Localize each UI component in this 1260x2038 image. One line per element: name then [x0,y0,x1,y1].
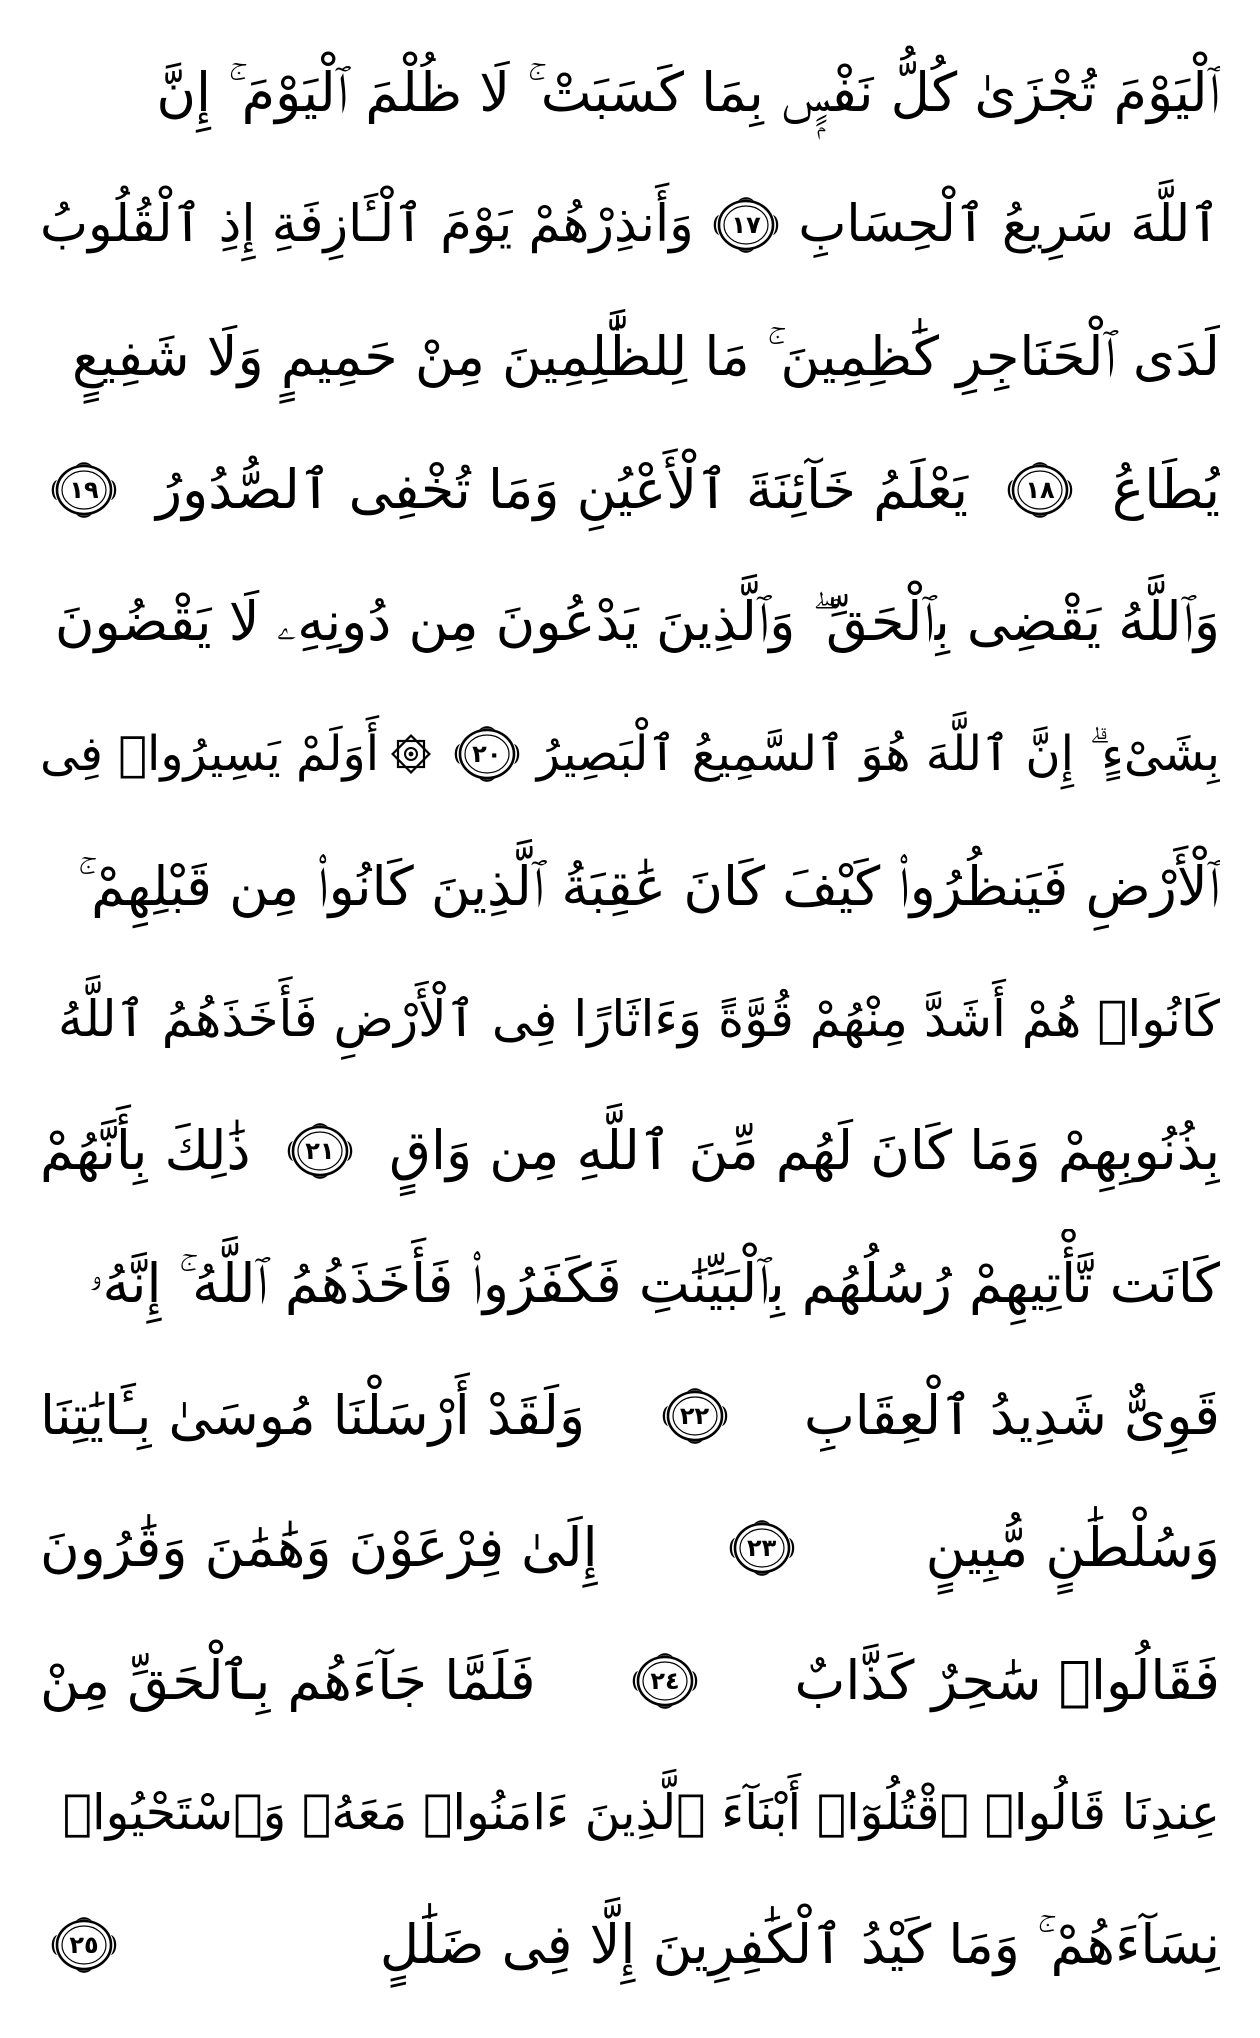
verse-line [40,1097,1220,1206]
verse-text: أَوَلَمْ يَسِيرُوا۟ فِى [40,726,380,783]
verse-text: قَوِىٌّ شَدِيدُ ٱلْعِقَابِ [803,1383,1220,1447]
ayah-end-marker [724,1516,800,1580]
ayah-number: ١٨ [1025,475,1055,504]
verse-line [40,303,1220,412]
verse-text: يُطَاعُ [1112,457,1220,521]
verse-text: ٱللَّهَ سَرِيعُ ٱلْحِسَابِ [798,195,1220,255]
verse-text: لَدَى ٱلْحَنَاجِرِ كَٰظِمِينَ ۚ مَا لِلظَّٰلِمِينَ مِنْ حَمِيمٍ وَلَا شَفِيعٍ [72,325,1220,389]
ayah-end-marker [1002,458,1078,522]
ayah-number: ٢٠ [472,740,502,769]
ayah-number: ٢٤ [650,1666,680,1695]
ayah-end-marker [282,1119,358,1183]
ayah-number: ١٧ [731,210,761,239]
verse-text: كَانَت تَّأْتِيهِمْ رُسُلُهُم بِٱلْبَيِّنَٰتِ فَكَفَرُوا۟ فَأَخَذَهُمُ ٱللَّهُ ۚ إِنَّهُۥ [88,1251,1220,1315]
verse-text: عِندِنَا قَالُوا۟ ٱقْتُلُوٓا۟ أَبْنَآءَ ٱلَّذِينَ ءَامَنُوا۟ مَعَهُۥ وَٱسْتَحْيُوا۟ [62,1784,1220,1842]
verse-text: كَانُوا۟ هُمْ أَشَدَّ مِنْهُمْ قُوَّةً وَءَاثَارًا فِى ٱلْأَرْضِ فَأَخَذَهُمُ ٱللَّهُ [57,989,1220,1048]
ayah-number: ٢٥ [69,1931,99,1960]
verse-line [40,700,1220,809]
mushaf-page [40,38,1220,2000]
verse-text: إِلَىٰ فِرْعَوْنَ وَهَٰمَٰنَ وَقَٰرُونَ [40,1516,598,1580]
verse-text: وَٱللَّهُ يَقْضِى بِٱلْحَقِّ ۖ وَٱلَّذِينَ يَدْعُونَ مِن دُونِهِۦ لَا يَقْضُونَ [54,589,1220,653]
verse-text: بِذُنُوبِهِمْ وَمَا كَانَ لَهُم مِّنَ ٱللَّهِ مِن وَاقٍ [389,1119,1220,1183]
verse-text: يَعْلَمُ خَآئِنَةَ ٱلْأَعْيُنِ وَمَا تُخْفِى ٱلصُّدُورُ [156,457,968,521]
verse-text: فَقَالُوا۟ سَٰحِرٌ كَذَّابٌ [794,1648,1220,1712]
verse-line [40,1361,1220,1470]
verse-line [40,1758,1220,1867]
verse-text: ذَٰلِكَ بِأَنَّهُمْ [40,1119,251,1183]
verse-text: بِشَىْءٍ ۗ إِنَّ ٱللَّهَ هُوَ ٱلسَّمِيعُ ٱلْبَصِيرُ [536,726,1220,783]
ayah-number: ٢٣ [746,1534,777,1563]
verse-line [40,435,1220,544]
ayah-end-marker [708,193,784,257]
verse-line [40,832,1220,941]
verse-line [40,1891,1220,2000]
verse-text: وَسُلْطَٰنٍ مُّبِينٍ [925,1516,1220,1580]
verse-line [40,1494,1220,1603]
verse-text: فَلَمَّا جَآءَهُم بِٱلْحَقِّ مِنْ [40,1648,536,1712]
verse-line [40,38,1220,147]
verse-line [40,1626,1220,1735]
ayah-end-marker [46,458,122,522]
verse-text: ٱلْأَرْضِ فَيَنظُرُوا۟ كَيْفَ كَانَ عَٰقِبَةُ ٱلَّذِينَ كَانُوا۟ مِن قَبْلِهِمْ ۚ [77,854,1220,918]
ayah-end-marker [657,1384,733,1448]
verse-line [40,170,1220,279]
verse-text: وَلَقَدْ أَرْسَلْنَا مُوسَىٰ بِـَٔايَٰتِنَا [40,1383,586,1447]
verse-text: نِسَآءَهُمْ ۚ وَمَا كَيْدُ ٱلْكَٰفِرِينَ إِلَّا فِى ضَلَٰلٍ [379,1913,1220,1977]
verse-line [40,964,1220,1073]
verse-text: ٱلْيَوْمَ تُجْزَىٰ كُلُّ نَفْسٍۭ بِمَا كَسَبَتْ ۚ لَا ظُلْمَ ٱلْيَوْمَ ۚ إِنَّ [156,60,1220,124]
ayah-number: ٢١ [305,1137,335,1166]
ayah-number: ٢٢ [679,1401,710,1430]
ayah-number: ١٩ [69,475,99,504]
ayah-end-marker [449,722,525,786]
verse-line [40,1229,1220,1338]
ayah-end-marker [46,1913,122,1977]
verse-line [40,567,1220,676]
rub-el-hizb-icon [389,732,433,776]
ayah-end-marker [627,1649,703,1713]
verse-text: وَأَنذِرْهُمْ يَوْمَ ٱلْـَٔازِفَةِ إِذِ ٱلْقُلُوبُ [40,195,694,255]
